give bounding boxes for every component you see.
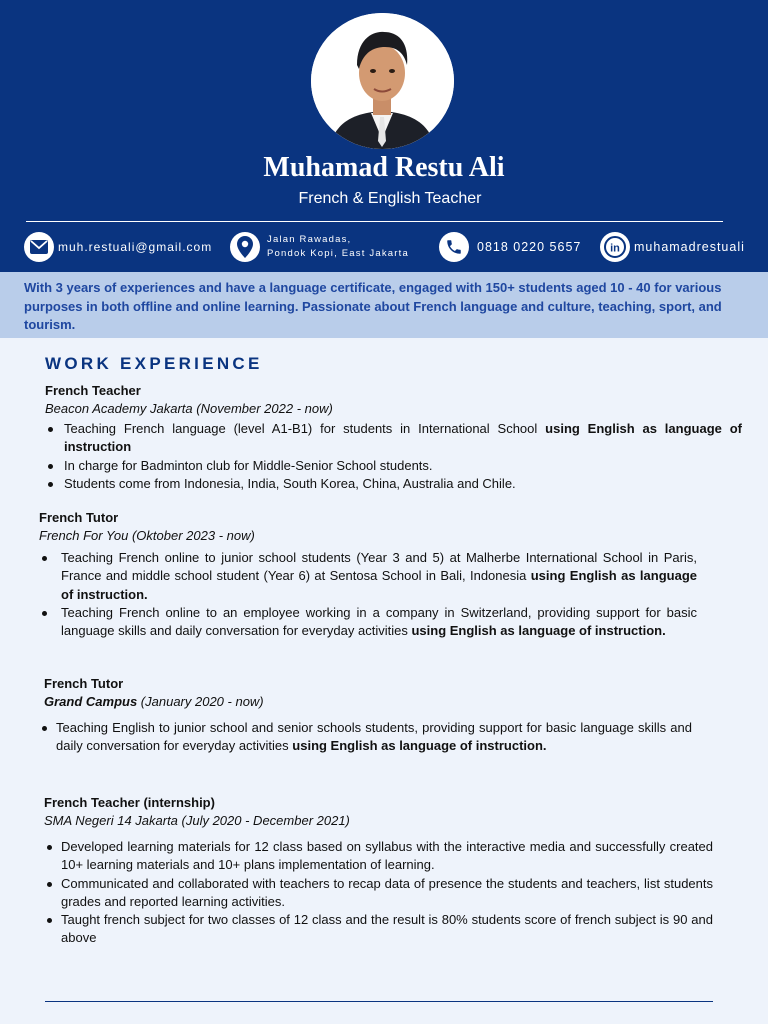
footer-divider <box>45 1001 713 1002</box>
job-entry-subtitle: Grand Campus (January 2020 - now) <box>44 694 264 709</box>
contact-linkedin[interactable] <box>600 231 745 262</box>
contact-address <box>230 231 409 262</box>
email-text[interactable]: muh.restuali@gmail.com <box>58 239 213 254</box>
person-name: Muhamad Restu Ali <box>263 152 505 183</box>
svg-text:in: in <box>610 242 620 254</box>
job-entry-title: French Teacher (internship) <box>44 795 215 810</box>
contact-phone[interactable] <box>439 231 581 262</box>
job-bullets <box>45 420 742 493</box>
job-entry <box>39 675 692 756</box>
list-item: Students come from Indonesia, India, South Korea, China, Australia and Chile. <box>45 475 742 493</box>
job-entry-subtitle: SMA Negeri 14 Jakarta (July 2020 - December 2021) <box>44 813 350 828</box>
header-divider <box>26 221 723 222</box>
phone-text[interactable]: 0818 0220 5657 <box>477 239 582 254</box>
job-entry <box>45 382 742 493</box>
resume-header <box>0 0 768 272</box>
job-entry-title: French Teacher <box>45 383 141 398</box>
address-line-2: Pondok Kopi, East Jakarta <box>267 247 409 259</box>
contact-email[interactable] <box>24 231 212 262</box>
job-entry-title: French Tutor <box>39 510 119 525</box>
work-experience-heading: WORK EXPERIENCE <box>45 354 263 373</box>
linkedin-icon <box>600 232 630 262</box>
job-entry-subtitle: French For You (Oktober 2023 - now) <box>39 528 255 543</box>
job-entry-title: French Tutor <box>44 676 124 691</box>
list-item: Teaching French online to an employee working in a company in Switzerland, providing support for basic language skills and daily conversation for everyday activities using English as language of instruction. <box>39 604 697 641</box>
list-item: Developed learning materials for 12 class based on syllabus with the interactive media and successfully created 10+ learning materials and 10+ plans implementation of learning. <box>44 838 713 875</box>
job-bullets <box>39 719 692 756</box>
list-item: Teaching English to junior school and senior schools students, providing support for basic language skills and daily conversation for everyday activities using English as language of instruction. <box>39 719 692 756</box>
list-item: Teaching French online to junior school students (Year 3 and 5) at Malherbe International School in Paris, France and middle school student (Year 6) at Sentosa School in Bali, Indonesia using English as language of instruction. <box>39 549 697 604</box>
location-pin-icon <box>230 232 260 262</box>
list-item: In charge for Badminton club for Middle-Senior School students. <box>45 457 742 475</box>
job-title: French & English Teacher <box>298 190 482 207</box>
address-line-1: Jalan Rawadas, <box>267 233 352 245</box>
job-entry <box>39 509 697 640</box>
job-bullets <box>39 549 697 640</box>
list-item: Taught french subject for two classes of 12 class and the result is 80% students score of french subject is 90 and above <box>44 911 713 948</box>
summary-banner <box>0 272 768 338</box>
summary-text: With 3 years of experiences and have a language certificate, engaged with 150+ students aged 10 - 40 for various purposes in both offline and online learning. Passionate about French language and culture, teaching, sport, and tourism. <box>24 280 722 332</box>
address-text <box>267 233 409 261</box>
phone-icon <box>439 232 469 262</box>
profile-photo <box>311 13 454 149</box>
email-icon <box>24 232 54 262</box>
list-item: Communicated and collaborated with teachers to recap data of presence the students and teachers, list students grades and reported learning activities. <box>44 875 713 912</box>
job-entry <box>44 794 713 948</box>
list-item: Teaching French language (level A1-B1) for students in International School using English as language of instruction <box>45 420 742 457</box>
linkedin-text[interactable]: muhamadrestuali <box>634 239 745 254</box>
job-bullets <box>44 838 713 948</box>
profile-portrait-illustration <box>311 13 454 149</box>
job-entry-subtitle: Beacon Academy Jakarta (November 2022 - now) <box>45 401 333 416</box>
